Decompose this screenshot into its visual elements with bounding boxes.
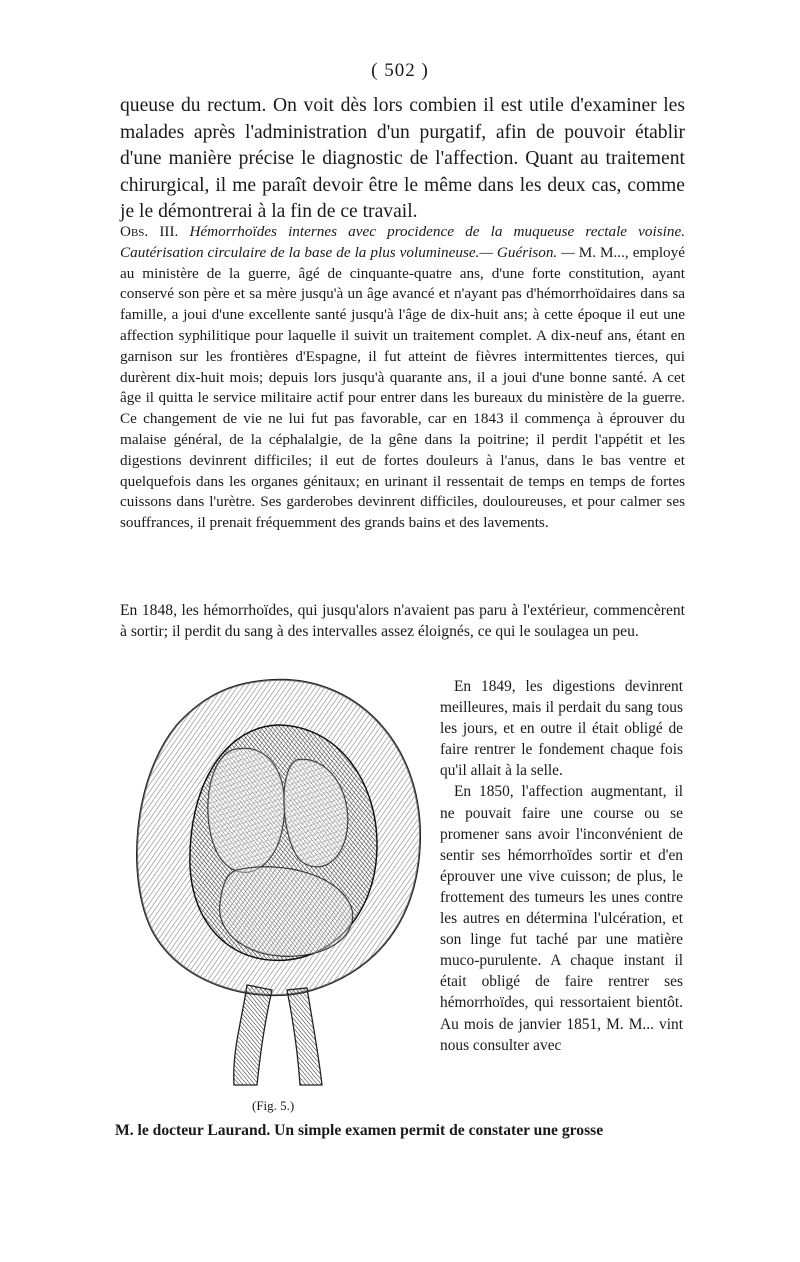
- side-column: [440, 676, 683, 1056]
- engraving-figure-5: [122, 670, 428, 1090]
- paragraph-1848-text: En 1848, les hémorrhoïdes, qui jusqu'alors n'avaient pas paru à l'extérieur, commencèrent à sortir; il perdit du sang à des intervalles assez éloignés, ce qui le soulagea un peu.: [120, 602, 685, 640]
- page-number: ( 502 ): [371, 60, 429, 81]
- side-paragraph-1850: En 1850, l'affection augmentant, il ne pouvait faire une course ou se promener sans avoir l'inconvénient de sentir ses hémorrhoïdes sortir et d'en éprouver une vive cuisson; de plus, le frottement des tumeurs les unes contre les autres en détermina l'ulcération, et son linge fut taché par une matière muco-purulente. A chaque instant il était obligé de faire rentrer ses hémorrhoïdes, qui ressortaient bientôt. Au mois de janvier 1851, M. M... vint nous consulter avec: [440, 783, 683, 1054]
- observation-heading: Hémorrhoïdes internes avec procidence de la muqueuse rectale voisine. Cautérisation circulaire de la base de la plus volumineuse.— Guérison. —: [120, 223, 685, 261]
- side-paragraph-1849: En 1849, les digestions devinrent meilleures, mais il perdait du sang tous les jours, et en outre il était obligé de faire rentrer le fondement chaque fois qu'il allait à la selle.: [440, 678, 683, 780]
- paragraph-intro: [120, 93, 685, 226]
- paragraph-intro-text: queuse du rectum. On voit dès lors combien il est utile d'examiner les malades après l'administration d'un purgatif, afin de pouvoir établir d'une manière précise le diagnostic de l'affection. Quant au traitement chirurgical, il me paraît devoir être le même dans les deux cas, comme je le démontrerai à la fin de ce travail.: [120, 95, 685, 222]
- anatomical-illustration: [122, 670, 428, 1110]
- observation-body: M. M..., employé au ministère de la guerre, âgé de cinquante-quatre ans, d'une forte constitution, ayant conservé son père et sa mère jusqu'à un âge avancé et n'ayant pas d'hémorrhoïdaires dans sa famille, a joui d'une excellente santé jusqu'à l'âge de dix-huit ans; à cette époque il eut une affection syphilitique pour laquelle il suivit un traitement complet. A dix-neuf ans, étant en garnison sur les frontières d'Espagne, il fut atteint de fièvres intermittentes tierces, qui durèrent dix-huit mois; depuis lors jusqu'à quarante ans, il a joui d'une bonne santé. A cet âge il quitta le service militaire actif pour entrer dans les bureaux du ministère de la guerre. Ce changement de vie ne lui fut pas favorable, car en 1843 il commença à éprouver du malaise général, de la céphalalgie, de la gêne dans la poitrine; il perdit l'appétit et les digestions devinrent difficiles; il eut de fortes douleurs à l'anus, dans le bas ventre et quelquefois dans les organes génitaux; en urinant il ressentait de temps en temps de fortes cuissons dans l'urètre. Ses garderobes devinrent difficiles, douloureuses, et pour calmer ses souffrances, il prenait fréquemment des grands bains et des lavements.: [120, 243, 685, 532]
- observation-text: [120, 222, 685, 534]
- paragraph-1848: [120, 600, 685, 642]
- observation-label: Obs. III.: [120, 223, 179, 240]
- observation-section: [120, 222, 685, 534]
- closing-line: M. le docteur Laurand. Un simple examen permit de constater une grosse: [115, 1122, 604, 1139]
- figure-caption: (Fig. 5.): [252, 1098, 295, 1113]
